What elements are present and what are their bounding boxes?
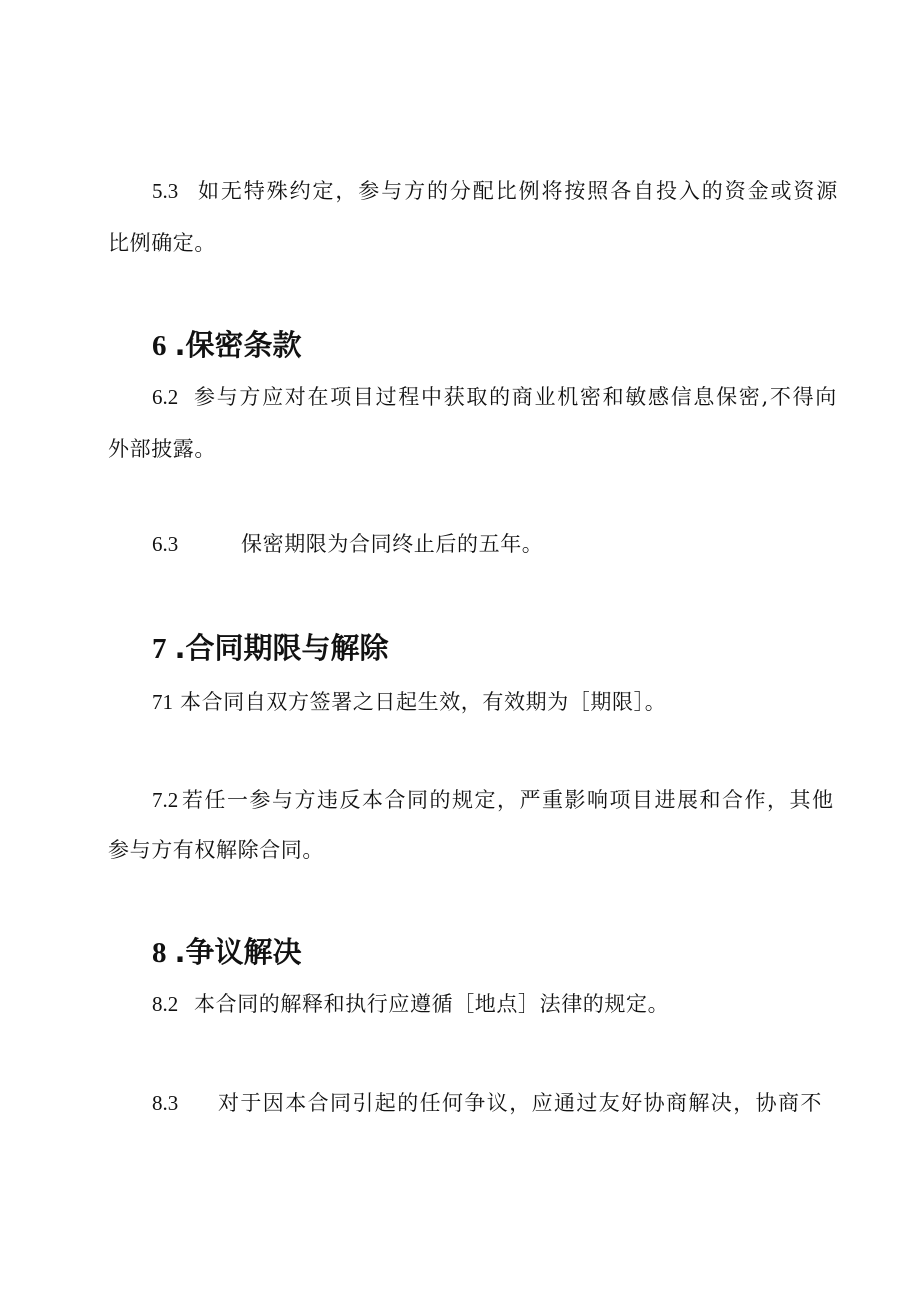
clause-6-2-line2 <box>108 435 216 463</box>
clause-6-2-text: 参与方应对在项目过程中获取的商业机密和敏感信息保密,不得向 <box>194 385 838 409</box>
clause-8-2-line1 <box>152 990 669 1018</box>
section-7-title: .合同期限与解除 <box>174 631 389 665</box>
section-heading-8 <box>152 934 302 971</box>
clause-8-3-text: 对于因本合同引起的任何争议，应通过友好协商解决，协商不 <box>218 1091 823 1115</box>
section-heading-7 <box>152 630 389 667</box>
clause-6-2-text-cont: 外部披露。 <box>108 437 216 461</box>
clause-6-3-line1 <box>152 530 543 558</box>
section-8-title: .争议解决 <box>174 935 302 969</box>
clause-7-2-number: 7.2 <box>152 788 179 812</box>
section-6-number: 6 <box>152 330 167 362</box>
clause-6-2-line1 <box>152 383 838 411</box>
clause-5-3-line1 <box>152 177 839 205</box>
clause-7-2-line2 <box>108 836 324 864</box>
section-7-number: 7 <box>152 633 167 665</box>
clause-7-1-number: 71 <box>152 690 173 714</box>
clause-5-3-line2 <box>108 229 216 257</box>
clause-6-3-number: 6.3 <box>152 532 179 556</box>
section-8-number: 8 <box>152 937 167 969</box>
clause-8-3-number: 8.3 <box>152 1091 179 1115</box>
clause-6-2-number: 6.2 <box>152 385 179 409</box>
clause-7-1-text: 本合同自双方签署之日起生效，有效期为［期限］。 <box>180 690 667 714</box>
section-6-title: .保密条款 <box>174 328 302 362</box>
clause-5-3-number: 5.3 <box>152 179 179 203</box>
clause-7-1-line1 <box>152 688 666 716</box>
clause-8-2-number: 8.2 <box>152 992 179 1016</box>
clause-8-3-line1 <box>152 1089 823 1117</box>
section-heading-6 <box>152 327 302 364</box>
clause-5-3-text: 如无特殊约定，参与方的分配比例将按照各自投入的资金或资源 <box>198 179 840 203</box>
clause-5-3-text-cont: 比例确定。 <box>108 231 216 255</box>
clause-6-3-text: 保密期限为合同终止后的五年。 <box>241 532 544 556</box>
clause-7-2-text: 若任一参与方违反本合同的规定，严重影响项目进展和合作，其他 <box>182 788 835 812</box>
clause-7-2-line1 <box>152 786 835 814</box>
clause-8-2-text: 本合同的解释和执行应遵循［地点］法律的规定。 <box>194 992 670 1016</box>
clause-7-2-text-cont: 参与方有权解除合同。 <box>108 838 324 862</box>
